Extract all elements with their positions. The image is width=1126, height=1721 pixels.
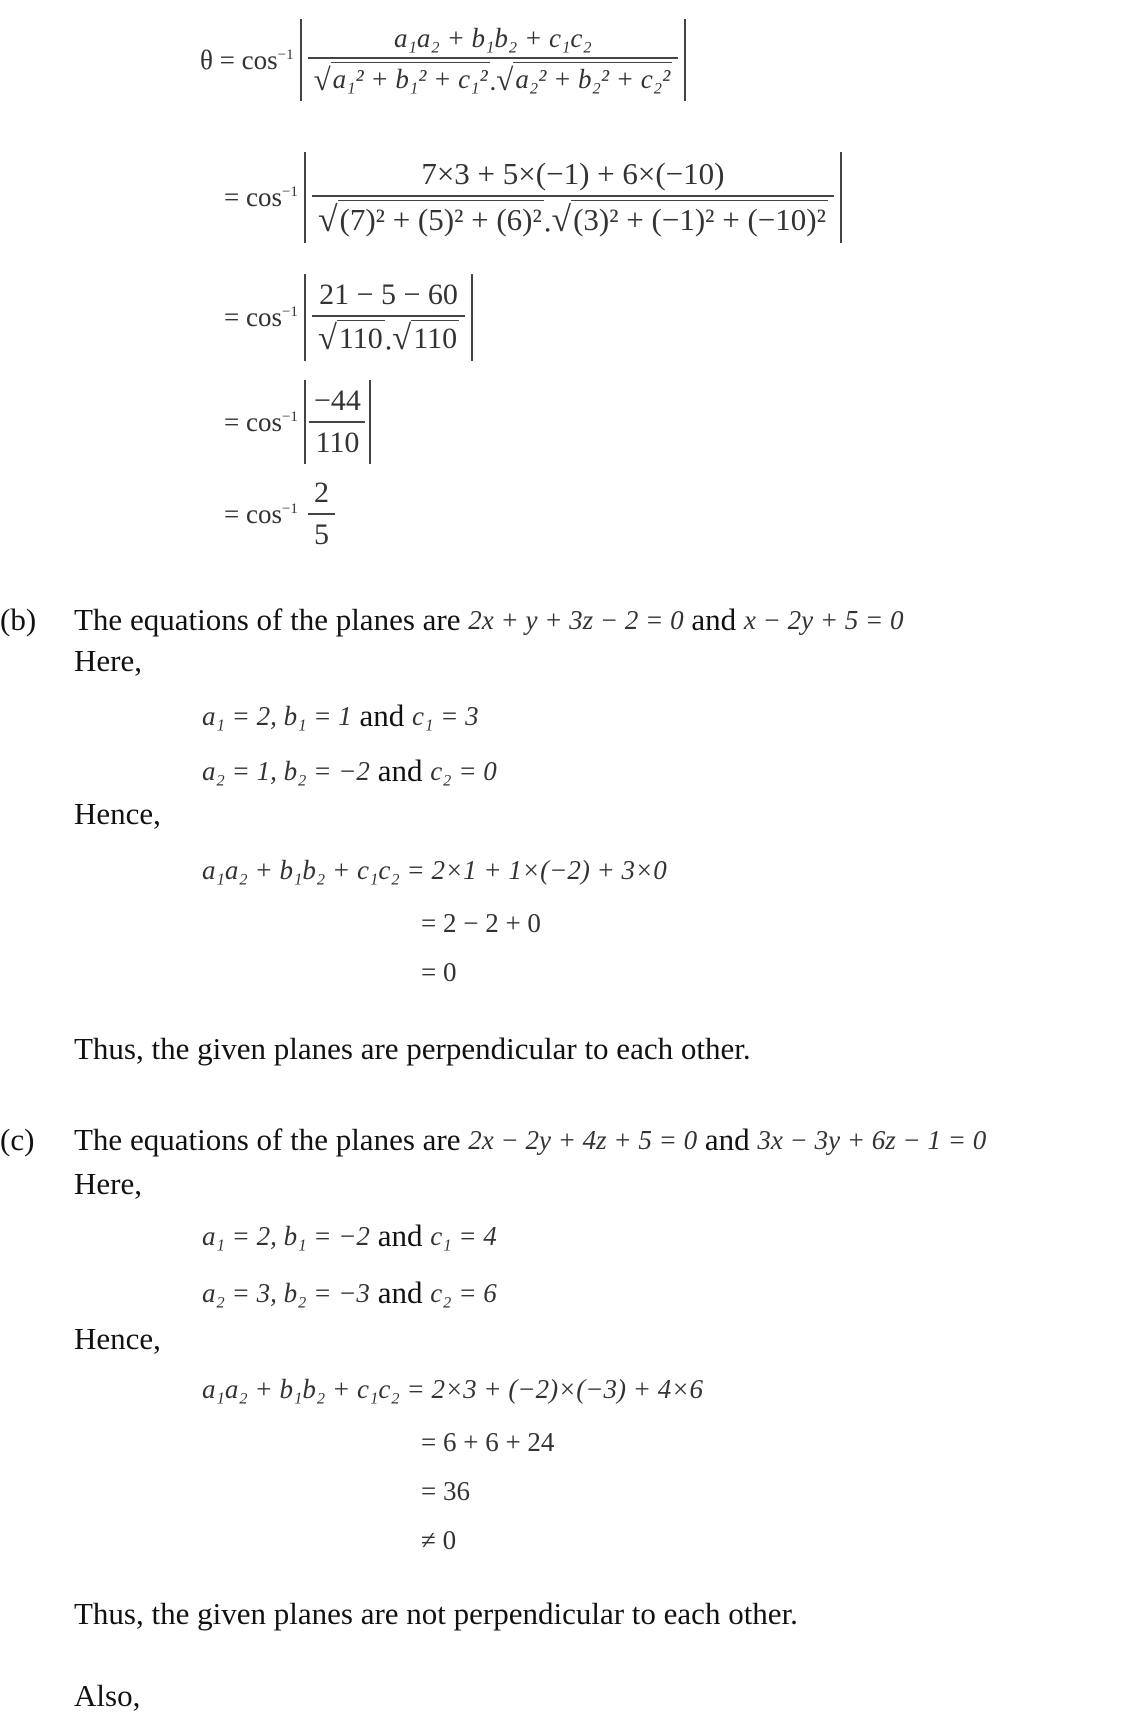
part-c-intro: The equations of the planes are 2x − 2y + 4z + 5 = 0 and 3x − 3y + 6z − 1 = 0 <box>74 1122 987 1157</box>
part-b-hence: Hence, <box>74 796 161 831</box>
part-c-also: Also, <box>74 1678 141 1713</box>
part-b-coef-2: a₂ = 1, b₂ = −2 and c₂ = 0 <box>202 753 497 788</box>
fraction: $\frac{-44}{110}$ <box>308 384 367 460</box>
part-b-label: (b) <box>0 602 37 637</box>
equation-line-2: = $\cos^{-1}$ 7×3 + 5×(−1) + 6×(−10) √ (7)² + (5)² + (6)² . √ (3)² + (−1)² + (−10)² <box>224 135 842 260</box>
part-b-intro: The equations of the planes are 2x + y + 3z − 2 = 0 and x − 2y + 5 = 0 <box>74 602 904 637</box>
part-c-calc-2: = 6 + 6 + 24 <box>421 1427 555 1457</box>
fraction: 21 − 5 − 60 √ 110 . √ 110 <box>312 278 465 358</box>
part-b-here: Here, <box>74 643 142 678</box>
part-c-calc-3: = 36 <box>421 1476 470 1506</box>
part-b-calc-2: = 2 − 2 + 0 <box>421 908 541 938</box>
fraction: a₁a₂ + b₁b₂ + c₁c₂ √ a₁² + b₁² + c₁² . √ a₂² + b₂² + c₂² <box>308 23 679 97</box>
sqrt: √ a₂² + b₂² + c₂² <box>496 61 671 97</box>
part-c-calc-4: ≠ 0 <box>421 1525 457 1555</box>
part-c-calc-1: a₁a₂ + b₁b₂ + c₁c₂ = 2×3 + (−2)×(−3) + 4×6 <box>202 1374 703 1404</box>
part-b-conclusion: Thus, the given planes are perpendicular to each other. <box>74 1031 751 1066</box>
fraction: $\frac{2}{5}$ <box>308 476 335 552</box>
part-c-coef-2: a₂ = 3, b₂ = −3 and c₂ = 6 <box>202 1275 497 1310</box>
equation-line-5: = $\cos^{-1}$ $\frac{2}{5}$ <box>224 474 339 554</box>
fraction: 7×3 + 5×(−1) + 6×(−10) √ (7)² + (5)² + (6)² . √ (3)² + (−1)² + (−10)² <box>312 156 834 239</box>
part-b-calc-1: a₁a₂ + b₁b₂ + c₁c₂ = 2×1 + 1×(−2) + 3×0 <box>202 855 667 885</box>
part-c-conclusion: Thus, the given planes are not perpendicular to each other. <box>74 1596 798 1631</box>
part-c-here: Here, <box>74 1166 142 1201</box>
equation-line-1: $\theta = \cos^{-1}$ a₁a₂ + b₁b₂ + c₁c₂ √ a₁² + b₁² + c₁² . √ a₂² + b₂² + c₂² <box>200 10 686 110</box>
part-b-calc-3: = 0 <box>421 957 457 987</box>
part-b-coef-1: a₁ = 2, b₁ = 1 and c₁ = 3 <box>202 698 479 733</box>
equation-line-3: = $\cos^{-1}$ 21 − 5 − 60 √ 110 . √ 110 <box>224 270 473 365</box>
part-c-coef-1: a₁ = 2, b₁ = −2 and c₁ = 4 <box>202 1218 497 1253</box>
part-c-hence: Hence, <box>74 1321 161 1356</box>
part-c-label: (c) <box>0 1122 35 1157</box>
equation-line-4: = $\cos^{-1}$ $\frac{-44}{110}$ <box>224 378 371 466</box>
absolute-value <box>300 19 687 101</box>
absolute-value <box>304 152 842 243</box>
sqrt: √ a₁² + b₁² + c₁² <box>313 61 488 97</box>
